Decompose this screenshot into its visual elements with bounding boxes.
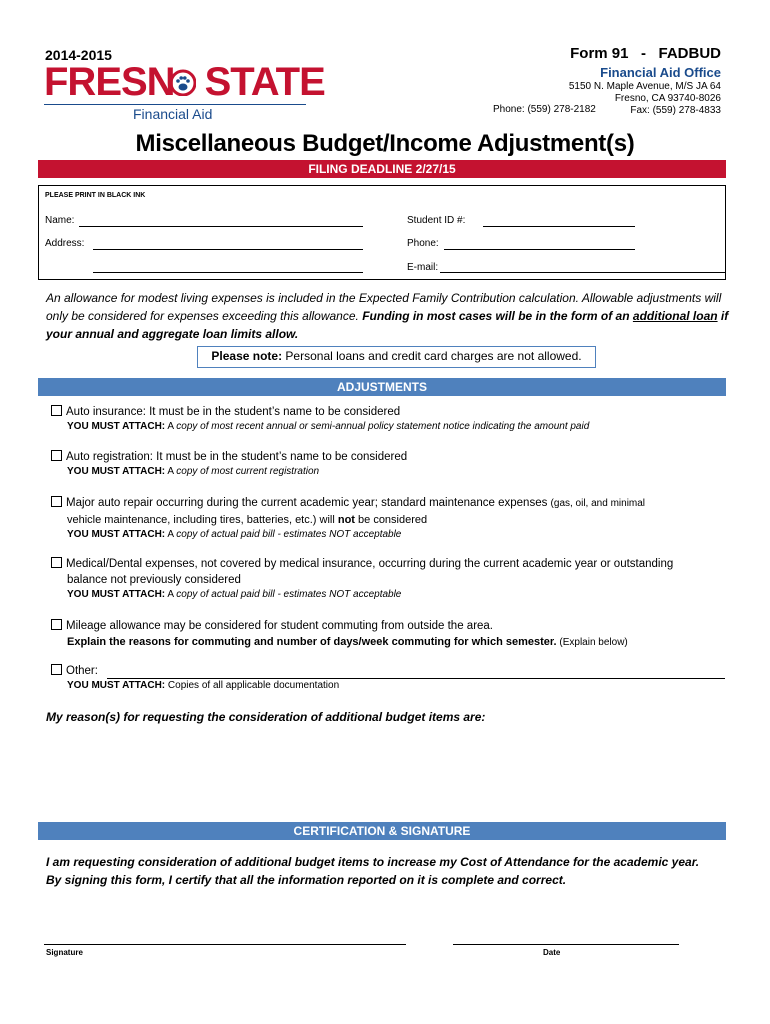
form-number: Form 91 - FADBUD xyxy=(570,45,721,62)
logo-wordmark: FRESN STATE xyxy=(44,60,325,104)
logo-divider xyxy=(44,104,306,105)
signature-label: Signature xyxy=(46,948,83,957)
attach-label: YOU MUST ATTACH: xyxy=(67,421,166,432)
allowance-intro xyxy=(46,289,736,343)
explain-below: (Explain below) xyxy=(556,637,628,648)
name-label: Name: xyxy=(45,215,75,226)
attach-text: A xyxy=(165,421,177,432)
office-address-1: 5150 N. Maple Avenue, M/S JA 64 xyxy=(568,81,721,92)
mileage-checkbox[interactable] xyxy=(51,619,62,630)
other-field[interactable] xyxy=(107,678,725,679)
item-auto-repair xyxy=(51,495,741,542)
item-text: Medical/Dental expenses, not covered by medical insurance, occurring during the current academic year or outstanding xyxy=(66,558,674,570)
certification-header: CERTIFICATION & SIGNATURE xyxy=(38,822,726,840)
form-year: 2014-2015 xyxy=(45,47,112,63)
intro-text-1: An allowance for modest living expenses is included in the Expected Family Contribution calculation. Allowable adjustments will only be considered for expenses exceeding this allowance. xyxy=(46,291,722,323)
auto-insurance-checkbox[interactable] xyxy=(51,405,62,416)
name-field[interactable] xyxy=(79,226,363,227)
attach-detail: copy of actual paid bill - estimates NOT acceptable xyxy=(176,589,402,600)
item-medical-dental xyxy=(51,556,741,602)
attach-detail: copy of most recent annual or semi-annual policy statement notice indicating the amount paid xyxy=(176,421,590,432)
signature-field[interactable] xyxy=(44,944,406,945)
adjustments-header: ADJUSTMENTS xyxy=(38,378,726,396)
fresno-state-logo xyxy=(44,60,325,122)
cert-line-1: I am requesting consideration of additional budget items to increase my Cost of Attendance for the academic year. xyxy=(46,855,700,869)
phone-label: Phone: xyxy=(407,238,439,249)
intro-additional-loan: additional loan xyxy=(632,309,718,323)
attach-text: A xyxy=(165,529,177,540)
attach-label: YOU MUST ATTACH: xyxy=(67,466,166,477)
note-text: Personal loans and credit card charges are not allowed. xyxy=(282,349,582,363)
note-label: Please note: xyxy=(211,349,283,363)
item-auto-registration xyxy=(51,449,741,479)
page-title: Miscellaneous Budget/Income Adjustment(s) xyxy=(135,130,635,157)
item-text: Auto registration: It must be in the student’s name to be considered xyxy=(66,451,408,463)
certification-text xyxy=(46,853,736,889)
address-label: Address: xyxy=(45,238,85,249)
office-fax: Fax: (559) 278-4833 xyxy=(630,105,721,116)
attach-label: YOU MUST ATTACH: xyxy=(67,680,166,691)
item-text: Mileage allowance may be considered for student commuting from outside the area. xyxy=(66,620,494,632)
item-mileage xyxy=(51,618,741,651)
address-field-line-2[interactable] xyxy=(93,272,363,273)
other-checkbox[interactable] xyxy=(51,664,62,675)
medical-dental-checkbox[interactable] xyxy=(51,557,62,568)
item-text-small: (gas, oil, and minimal xyxy=(550,498,646,509)
attach-detail: copy of most current registration xyxy=(176,466,320,477)
cert-line-2: By signing this form, I certify that all the information reported on it is complete and correct. xyxy=(46,873,567,887)
office-phone: Phone: (559) 278-2182 xyxy=(493,104,596,115)
attach-detail: copy of actual paid bill - estimates NOT acceptable xyxy=(176,529,402,540)
item-text: Other: xyxy=(66,665,98,677)
date-field[interactable] xyxy=(453,944,679,945)
item-text-2c: be considered xyxy=(354,514,428,526)
student-info-box xyxy=(38,185,726,280)
date-label: Date xyxy=(543,948,561,957)
address-field[interactable] xyxy=(93,249,363,250)
reason-textarea[interactable] xyxy=(46,730,726,815)
please-note-box xyxy=(197,346,596,368)
mileage-explain: Explain the reasons for commuting and number of days/week commuting for which semester. xyxy=(67,636,557,648)
reason-label: My reason(s) for requesting the consideration of additional budget items are: xyxy=(46,710,486,724)
email-label: E-mail: xyxy=(407,262,439,273)
print-instruction: PLEASE PRINT IN BLACK INK xyxy=(45,192,146,199)
phone-field[interactable] xyxy=(444,249,635,250)
item-text-not: not xyxy=(337,514,355,526)
attach-label: YOU MUST ATTACH: xyxy=(67,529,166,540)
attach-text: A xyxy=(165,589,177,600)
item-text-2a: vehicle maintenance, including tires, batteries, etc.) will xyxy=(67,514,338,526)
student-id-field[interactable] xyxy=(483,226,635,227)
email-field[interactable] xyxy=(440,272,725,273)
auto-registration-checkbox[interactable] xyxy=(51,450,62,461)
auto-repair-checkbox[interactable] xyxy=(51,496,62,507)
attach-text: A xyxy=(165,466,177,477)
office-address-2: Fresno, CA 93740-8026 xyxy=(614,93,721,104)
attach-label: YOU MUST ATTACH: xyxy=(67,589,166,600)
item-text-2: balance not previously considered xyxy=(67,574,241,586)
intro-text-2: Funding in most cases will be in the form of an xyxy=(362,309,633,323)
item-auto-insurance xyxy=(51,404,741,434)
logo-subtitle: Financial Aid xyxy=(133,106,213,122)
student-id-label: Student ID #: xyxy=(407,215,466,226)
intro-text-4: if your annual and aggregate loan limits allow. xyxy=(46,309,729,341)
attach-text: Copies of all applicable documentation xyxy=(165,680,340,691)
office-name: Financial Aid Office xyxy=(600,65,721,80)
filing-deadline-bar: FILING DEADLINE 2/27/15 xyxy=(38,160,726,178)
item-text: Auto insurance: It must be in the student’s name to be considered xyxy=(66,406,401,418)
paw-icon xyxy=(170,68,196,96)
item-text: Major auto repair occurring during the current academic year; standard maintenance expenses xyxy=(66,497,551,509)
